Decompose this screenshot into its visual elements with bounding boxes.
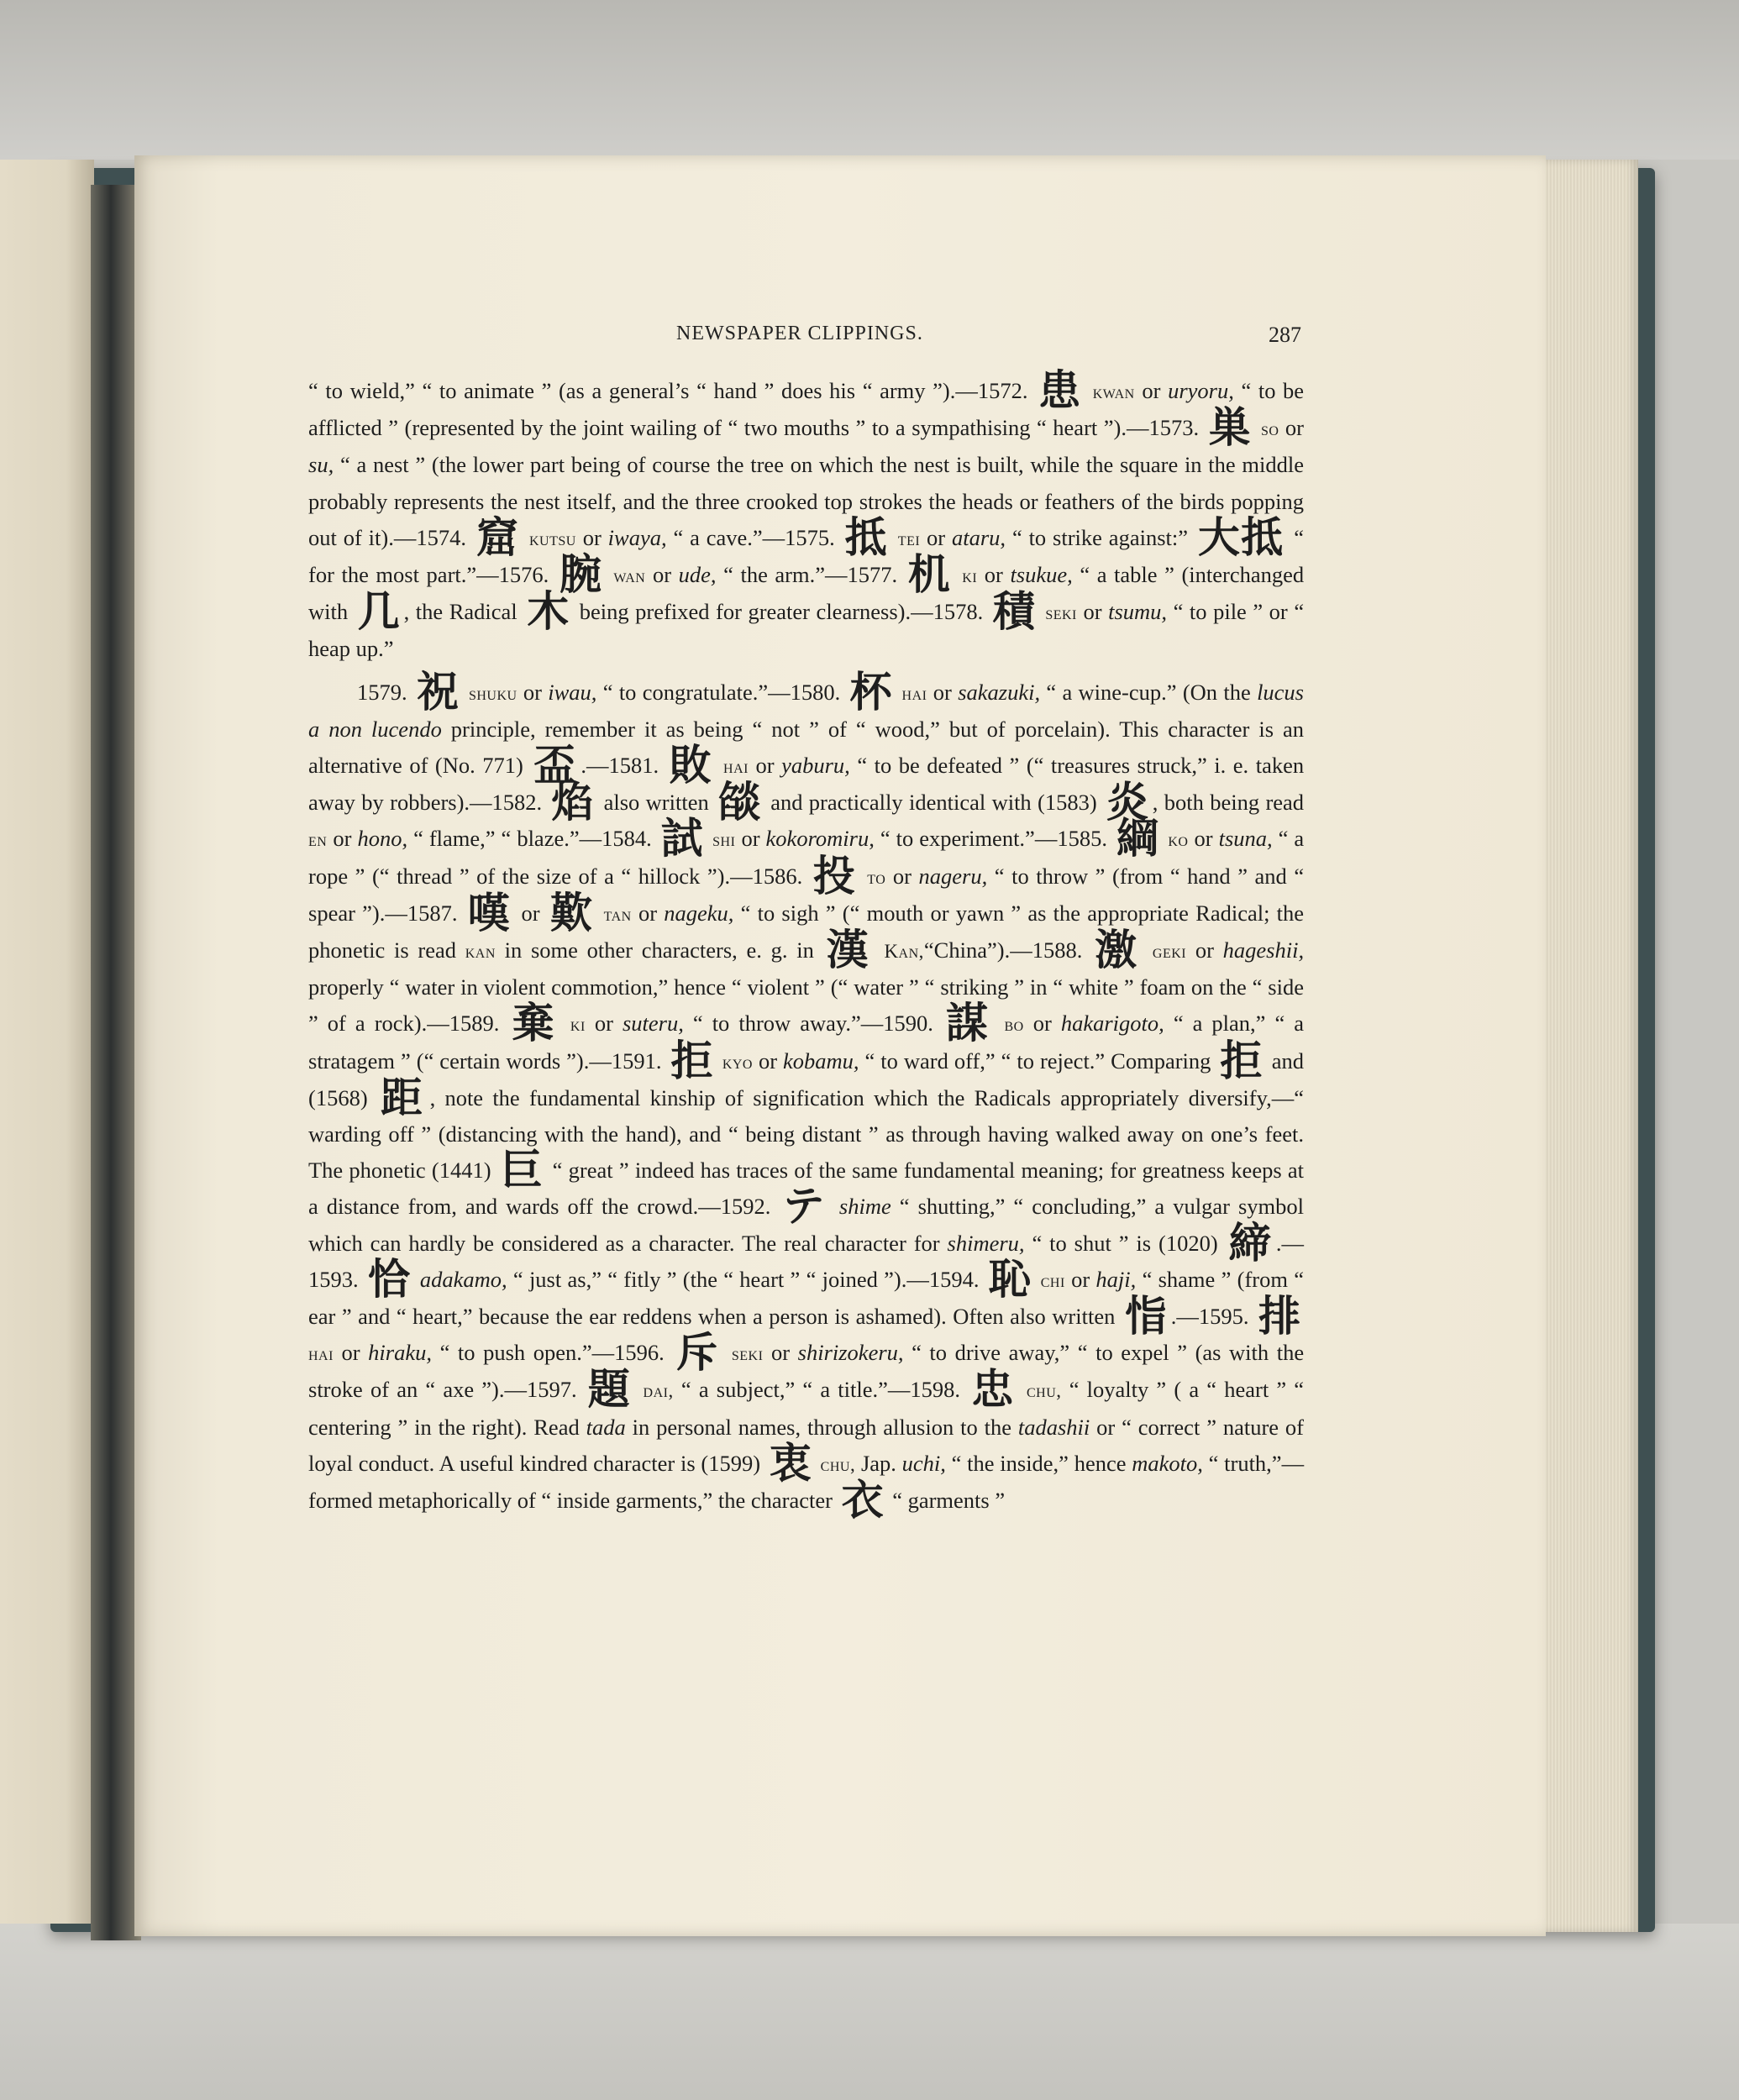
text-run: properly “ water in violent commotion,” hence “ violent ” (“ water ” “ striking ” in “ white ” foam on the “ side ” of a rock).—1589. (308, 974, 1304, 1037)
text-run: kwan (1092, 381, 1135, 402)
text-run: in personal names, through allusion to the (632, 1414, 1011, 1440)
kanji-character: 綱 (1116, 814, 1159, 864)
text-run: shirizokeru, (797, 1340, 904, 1366)
text-run: “ to wield,” “ to animate ” (as a general’s “ hand ” does his “ army ”).—1572. (308, 378, 1028, 403)
text-run: hiraku, (368, 1340, 432, 1366)
text-run: and practically identical with (1583) (770, 790, 1097, 816)
text-run: “ a table ” (interchanged with (308, 562, 1305, 625)
text-run: kan (465, 941, 496, 963)
text-run: “China”).—1588. (923, 937, 1083, 963)
paragraph-2 (308, 667, 1305, 1525)
text-run: “ a plan,” “ a stratagem ” (“ certain words ”).—1591. (308, 1011, 1305, 1074)
text-run: and (1568) (308, 1047, 1305, 1110)
text-run: kyo (722, 1051, 753, 1073)
text-run: hai (723, 756, 749, 778)
kanji-character: 衣 (841, 1476, 884, 1525)
kanji-character: テ (782, 1182, 827, 1231)
text-run: tei (897, 528, 921, 549)
text-run: “ to throw away.”—1590. (692, 1011, 933, 1037)
text-run: or (521, 900, 540, 926)
kanji-character: 恉 (1124, 1292, 1168, 1341)
text-run: or (582, 524, 602, 550)
text-run: yaburu, (781, 753, 850, 779)
text-run: or (594, 1011, 613, 1037)
text-run: or (333, 826, 352, 852)
text-run: ude, (678, 562, 717, 588)
kanji-character: 焰 (551, 778, 595, 827)
text-run: chu, (1026, 1380, 1062, 1402)
kanji-character: 題 (587, 1365, 633, 1415)
text-run: seki (731, 1343, 764, 1365)
kanji-character: 腕 (559, 550, 603, 600)
text-run: “ to be defeated ” (“ treasures struck,” i. e. taken away by robbers).—1582. (308, 753, 1305, 816)
kanji-character: 几 (357, 587, 401, 637)
text-run: “ the inside,” hence (951, 1450, 1127, 1476)
kanji-character: 机 (907, 550, 952, 600)
kanji-character: 大抵 (1197, 512, 1285, 562)
kanji-character: 忠 (971, 1365, 1016, 1415)
kanji-character: 巨 (500, 1146, 544, 1195)
text-run: or (933, 679, 952, 705)
text-run: principle, remember it as being “ not ” of “ wood,” but of porcelain). This character is an alternative of (No. 771) (308, 716, 1304, 779)
text-run: haji, (1095, 1266, 1137, 1292)
kanji-character: 炎 (1106, 778, 1149, 827)
text-run: or “ correct ” nature of loyal conduct. A useful kindred character is (1599) (308, 1414, 1305, 1476)
text-run: chi (1040, 1269, 1065, 1291)
text-run: or (758, 1047, 778, 1074)
text-run: iwau, (548, 679, 597, 705)
kanji-character: 患 (1038, 366, 1083, 415)
text-run: suteru, (622, 1011, 684, 1037)
text-run: “ flame,” “ blaze.”—1584. (413, 826, 652, 852)
text-run: “ truth,”—formed metaphorically of “ inside garments,” the character (308, 1450, 1305, 1514)
text-run: tan (603, 903, 632, 925)
text-run: tada (586, 1414, 626, 1440)
kanji-character: 盃 (533, 741, 578, 790)
text-run: “ to experiment.”—1585. (880, 826, 1107, 852)
text-run: nageru, (918, 863, 988, 889)
text-run: or (638, 900, 658, 926)
text-run: or (652, 562, 672, 588)
text-run: “ for the most part.”—1576. (308, 524, 1305, 588)
text-run: or (770, 1340, 791, 1366)
backdrop (0, 0, 1739, 160)
book-gutter (91, 185, 141, 1940)
text-run: “ a wine-cup.” (On the (1046, 679, 1251, 705)
kanji-character: 窟 (475, 512, 520, 562)
text-run: in some other characters, e. g. in (504, 937, 814, 963)
kanji-character: 恰 (367, 1254, 411, 1304)
text-run: geki (1152, 941, 1187, 963)
text-run: .—1595. (1170, 1304, 1249, 1330)
text-run: ki (962, 565, 978, 587)
text-run: “ loyalty ” ( a “ heart ” “ centering ” in the right). Read (308, 1377, 1305, 1440)
text-run: or (1071, 1266, 1090, 1292)
text-run: “ shutting,” “ concluding,” a vulgar symbol which can hardly be considered as a character. The real character for (308, 1194, 1304, 1256)
text-run: hageshii, (1222, 937, 1305, 963)
kanji-character: 締 (1228, 1218, 1273, 1268)
text-run: uchi, (901, 1450, 946, 1476)
left-page-edge (0, 160, 94, 1924)
text-run: hai (901, 682, 927, 704)
text-run: adakamo, (419, 1266, 507, 1292)
text-run: or (523, 679, 542, 705)
page-number: 287 (1269, 323, 1301, 347)
text-run: or (1285, 415, 1304, 441)
text-run: “ a nest ” (the lower part being of course the tree on which the nest is built, while the square in the middle probably represents the nest itself, and the three crooked top strokes the heads or feathers of the birds popping out of it).—1574. (308, 452, 1305, 550)
text-run: “ to be afflicted ” (represented by the joint wailing of “ two mouths ” to a sympathising “ heart ”).—1573. (308, 378, 1305, 441)
text-run: , the Radical (403, 599, 517, 625)
kanji-character: 巣 (1208, 403, 1252, 453)
text-run: .—1593. (308, 1230, 1305, 1292)
text-run: shimeru, (947, 1230, 1025, 1256)
text-run: being prefixed for greater clearness).—1578. (579, 599, 984, 625)
kanji-character: 歎 (549, 888, 594, 937)
text-run: uryoru, (1168, 378, 1234, 403)
text-run: or (1142, 378, 1161, 403)
kanji-character: 投 (812, 851, 857, 900)
text-run: “ a subject,” “ a title.”—1598. (680, 1377, 961, 1403)
text-run: “ a cave.”—1575. (673, 524, 835, 550)
kanji-character: 燄 (718, 778, 761, 827)
text-run: or (927, 524, 946, 550)
page-text (308, 366, 1305, 1525)
kanji-character: 排 (1258, 1292, 1301, 1341)
kanji-character: 敗 (669, 741, 713, 790)
text-run: “ to throw ” (from “ hand ” and “ spear ”).—1587. (308, 863, 1305, 926)
text-run: “ the arm.”—1577. (723, 562, 898, 588)
text-run: hono, (357, 826, 408, 852)
text-run: , both being read (1152, 790, 1305, 816)
text-run: tsuna, (1218, 826, 1273, 852)
text-run: tadashii (1017, 1414, 1090, 1440)
text-run: lucus a non lucendo (308, 679, 1304, 742)
text-run: or (755, 753, 775, 779)
text-run: “ to sigh ” (“ mouth or yawn ” as the appropriate Radical; the phonetic is read (308, 900, 1305, 963)
text-run: “ garments ” (892, 1488, 1006, 1514)
text-run: also written (603, 790, 709, 816)
text-run: “ to pile ” or “ heap up.” (308, 599, 1305, 662)
text-run: su, (308, 452, 334, 478)
kanji-character: 激 (1095, 926, 1141, 975)
text-run: hakarigoto, (1060, 1011, 1164, 1037)
text-run: or (1083, 599, 1102, 625)
kanji-character: 抵 (844, 512, 888, 562)
text-run: “ to push open.”—1596. (439, 1340, 665, 1366)
kanji-character: 漢 (826, 926, 872, 975)
text-run: bo (1004, 1014, 1024, 1036)
backdrop-bottom (0, 1924, 1739, 2100)
text-run: nageku, (664, 900, 734, 926)
text-run: .—1581. (581, 753, 659, 779)
text-run: “ to drive away,” “ to expel ” (as with the stroke of an “ axe ”).—1597. (308, 1340, 1305, 1403)
text-run: “ a rope ” (“ thread ” of the size of a “ hillock ”).—1586. (308, 826, 1305, 889)
text-run: tsukue, (1010, 562, 1073, 588)
text-run: or (1194, 826, 1213, 852)
text-run: “ just as,” “ fitly ” (the “ heart ” “ joined ”).—1594. (512, 1266, 980, 1292)
kanji-character: 杯 (849, 667, 893, 717)
kanji-character: 祝 (416, 667, 460, 717)
kanji-character: 嘆 (467, 888, 512, 937)
text-run: “ shame ” (from “ ear ” and “ heart,” because the ear reddens when a person is ashamed). Often also written (308, 1266, 1305, 1330)
kanji-character: 拒 (1220, 1036, 1263, 1085)
text-run: Jap. (860, 1450, 896, 1476)
text-run: or (741, 826, 760, 852)
text-run: or (892, 863, 912, 889)
text-run: dai, (643, 1380, 674, 1402)
text-run: “ great ” indeed has traces of the same fundamental meaning; for greatness keeps at a distance from, and wards off the crowd.—1592. (308, 1158, 1305, 1220)
kanji-character: 恥 (988, 1254, 1032, 1304)
text-run: ko (1168, 829, 1189, 851)
running-head: NEWSPAPER CLIPPINGS. (676, 323, 923, 344)
text-run: en (308, 829, 328, 851)
text-run: makoto, (1132, 1450, 1203, 1476)
kanji-character: 試 (660, 814, 704, 864)
text-run: ataru, (952, 524, 1006, 550)
text-run: iwaya, (607, 524, 667, 550)
text-run: or (1195, 937, 1214, 963)
text-run: or (984, 562, 1003, 588)
text-run: hai (308, 1343, 334, 1365)
text-run: chu, (820, 1453, 856, 1475)
text-run: or (1032, 1011, 1052, 1037)
text-run: so (1260, 418, 1279, 440)
kanji-character: 木 (527, 587, 570, 637)
text-run: kutsu (528, 528, 576, 549)
kanji-character: 衷 (769, 1438, 812, 1488)
kanji-character: 拒 (670, 1036, 713, 1085)
paragraph-1 (308, 366, 1305, 668)
kanji-character: 謀 (945, 999, 992, 1048)
text-run: to (867, 866, 886, 888)
text-run: Kan, (884, 941, 924, 963)
text-run: wan (613, 565, 646, 587)
text-run: kokoromiru, (765, 826, 875, 852)
text-run: 1579. (357, 679, 407, 705)
text-run: “ to strike against:” (1011, 524, 1188, 550)
text-run: or (341, 1340, 360, 1366)
kanji-character: 斥 (675, 1328, 721, 1378)
text-run: tsumu, (1108, 599, 1168, 625)
kanji-character: 距 (380, 1073, 427, 1122)
text-run: , note the fundamental kinship of signification which the Radicals appropriately diversify,—“ warding off ” (distancing with the hand), and “ being distant ” as through having walked away on one’s feet. The phonetic (1441) (308, 1084, 1305, 1184)
text-run: “ to ward off,” “ to reject.” Comparing (864, 1047, 1211, 1074)
kanji-character: 積 (992, 587, 1036, 637)
text-run: shime (838, 1194, 891, 1220)
kanji-character: 棄 (512, 999, 558, 1048)
text-run: seki (1045, 602, 1077, 624)
text-run: sakazuki, (958, 679, 1041, 705)
text-run: “ to congratulate.”—1580. (602, 679, 841, 705)
text-run: “ to shut ” is (1020) (1032, 1230, 1218, 1256)
text-run: shuku (468, 682, 517, 704)
text-run: shi (712, 829, 736, 851)
text-run: ki (570, 1014, 586, 1036)
text-run: kobamu, (783, 1047, 859, 1074)
